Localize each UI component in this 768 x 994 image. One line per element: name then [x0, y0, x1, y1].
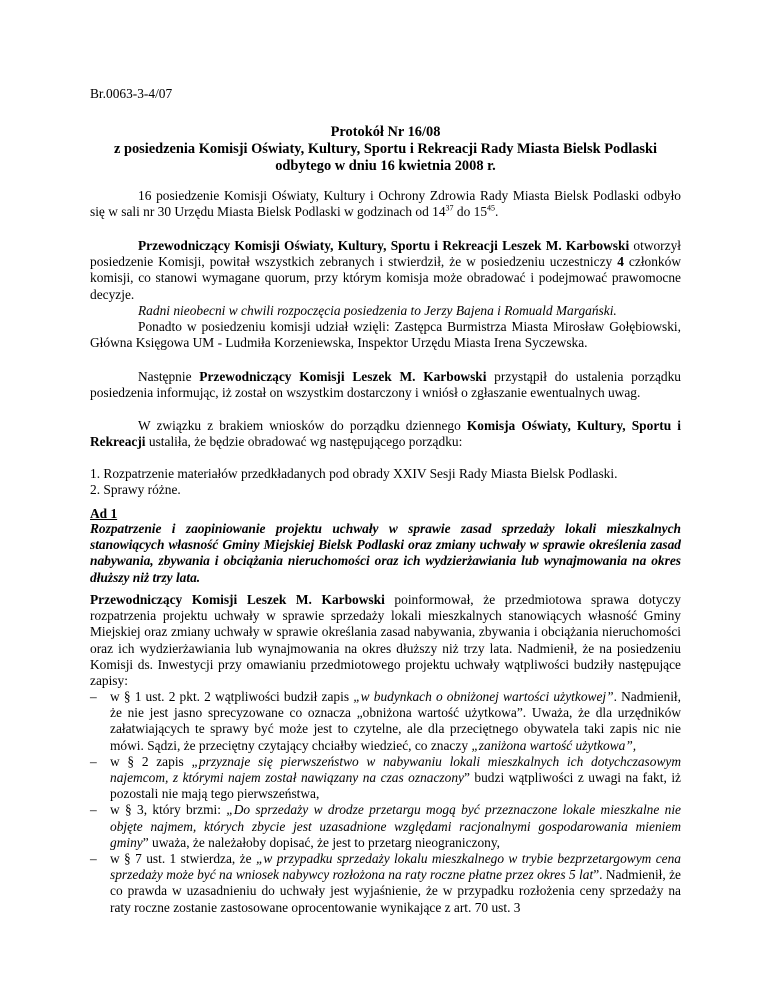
intro-text-mid: do 15 — [453, 204, 488, 220]
title-line-2: z posiedzenia Komisji Oświaty, Kultury, Sportu i Rekreacji Rady Miasta Bielsk Podlaski — [113, 141, 657, 157]
doubts-list — [90, 689, 681, 916]
title-line-1: Protokół Nr 16/08 — [330, 124, 441, 140]
agenda-setting-text-end: przystąpił do ustalenia porządku posiedzenia informując, iż został on wszystkim dostarczony i wniósł o zgłaszanie ewentualnych uwag. — [90, 369, 681, 401]
intro-text-end: . — [495, 204, 499, 220]
doubt-item — [90, 689, 681, 754]
chair-info-text: poinformował, że przedmiotowa sprawa dotyczy rozpatrzenia projektu uchwały w sprawie sprzedaży lokali mieszkalnych stanowiących własność Gminy Miejskiej oraz zmiany uchwały w sprawie określania zasad nabywania, zbywania i obciążania nieruchomości oraz ich wydzierżawiania lub wynajmowania na okres dłuższy niż trzy lata. Nadmienił, że na posiedzeniu Komisji ds. Inwestycji przy omawianiu przedmiotowego projektu uchwały wątpliwości budziły następujące zapisy: — [90, 592, 681, 689]
doubt-item — [90, 802, 681, 851]
agenda-adopt-text: W związku z brakiem wniosków do porządku dziennego — [138, 418, 467, 433]
title-line-3: odbytego w dniu 16 kwietnia 2008 r. — [275, 158, 496, 174]
agenda-item: 2. Sprawy różne. — [90, 482, 181, 498]
doubt-text: w § 2 zapis — [110, 753, 192, 769]
member-count: 4 — [617, 254, 624, 270]
doubt-quote: „przyznaje się pierwszeństwo w nabywaniu lokali mieszkalnych ich dotychczasowym najemcom, z którymi najem został nawiązany na czas oznaczony — [110, 753, 681, 786]
section-subject: Rozpatrzenie i zaopiniowanie projektu uchwały w sprawie zasad sprzedaży lokali mieszkalnych stanowiących własność Gminy Miejskiej Bielsk Podlaski oraz zmiany uchwały w sprawie określenia zasad nabywania, zbywania i obciążania nieruchomości oraz ich wydzierżawiania lub wynajmowania na okres dłuższy niż trzy lata. — [90, 521, 681, 585]
agenda-adopt-text-end: ustaliła, że będzie obradować wg następującego porządku: — [145, 434, 463, 450]
doubt-comment: . Nadmienił, że nie jest jasno sprecyzowane co oznacza „obniżona wartość użytkowa”. Uważa, że dla urzędników załatwiających te sprawy być może jest to czytelne, ale dla przeciętnego obywatela taki zapis nic nie mówi. Sądzi, że przeciętny czytający chciałby wiedzieć, co znaczy — [110, 689, 681, 753]
agenda-item: 1. Rozpatrzenie materiałów przedkładanych pod obrady XXIV Sesji Rady Miasta Bielsk Podlaski. — [90, 466, 618, 481]
doubt-text: w § 3, który brzmi: — [110, 802, 227, 818]
doubt-item — [90, 754, 681, 803]
absent-members: Radni nieobecni w chwili rozpoczęcia posiedzenia to Jerzy Bajena i Romuald Margański. — [138, 303, 617, 318]
committee-name: Komisja Oświaty, Kultury, Sportu i Rekreacji — [90, 418, 681, 450]
doubt-comment: ” uważa, że należałoby dopisać, że jest to przetarg nieograniczony, — [142, 834, 501, 850]
guests-paragraph: Ponadto w posiedzeniu komisji udział wzięli: Zastępca Burmistrza Miasta Mirosław Gołębiowski, Główna Księgowa UM - Ludmiła Korzeniewska, Inspektor Urzędu Miasta Irena Syczewska. — [90, 319, 681, 351]
doubt-text: w § 7 ust. 1 stwierdza, że — [110, 851, 256, 867]
agenda-setting-text: Następnie — [138, 369, 200, 384]
chair-name: Przewodniczący Komisji Leszek M. Karbowski — [90, 592, 385, 607]
doubt-quote-2: „zaniżona wartość użytkowa”, — [471, 737, 637, 753]
intro-text: 16 posiedzenie Komisji Oświaty, Kultury i Ochrony Zdrowia Rady Miasta Bielsk Podlaski odbyło się w sali nr 30 Urzędu Miasta Bielsk Podlaski w godzinach od 14 — [90, 188, 681, 220]
doubt-comment: ”. Nadmienił, że co prawda w uzasadnieniu do uchwały jest wyjaśnienie, że w przypadku rozłożenia ceny sprzedaży na raty roczne zostanie zastosowane oprocentowanie wynikające z art. 70 ust. 3 — [110, 867, 681, 915]
doubt-comment: ” budzi wątpliwości z uwagi na fakt, iż pozostali nie mają tego pierwszeństwa, — [110, 770, 681, 802]
doubt-quote: „w przypadku sprzedaży lokalu mieszkalnego w trybie bezprzetargowym cena sprzedaży może być na wniosek nabywcy rozłożona na raty roczne płatne przez okres 5 lat — [110, 851, 681, 883]
agenda-adopt-paragraph — [90, 418, 681, 450]
start-time-minutes: 37 — [445, 203, 454, 213]
doubt-item — [90, 851, 681, 916]
document-reference: Br.0063-3-4/07 — [90, 86, 173, 101]
agenda-setting-paragraph — [90, 369, 681, 401]
opening-paragraph — [90, 238, 681, 303]
chair-info-paragraph — [90, 592, 681, 689]
doubt-quote: „Do sprzedaży w drodze przetargu mogą być przeznaczone lokale mieszkalne nie objęte najmem, których zbycie jest uzasadnione względami racjonalnymi gospodarowania mieniem gminy — [110, 802, 681, 850]
doubt-quote: „w budynkach o obniżonej wartości użytkowej” — [353, 689, 614, 704]
opening-text-end: członków komisji, co stanowi wymagane quorum, przy którym komisja może obradować i podejmować prawomocne decyzje. — [90, 254, 681, 302]
chair-name: Przewodniczący Komisji Oświaty, Kultury, Sportu i Rekreacji Leszek M. Karbowski — [138, 238, 630, 253]
doubt-text: w § 1 ust. 2 pkt. 2 wątpliwości budził zapis — [110, 689, 354, 704]
opening-text: otworzył posiedzenie Komisji, powitał wszystkich zebranych i stwierdził, że w posiedzeniu uczestniczy — [90, 238, 681, 270]
chair-name: Przewodniczący Komisji Leszek M. Karbowski — [199, 369, 487, 384]
intro-paragraph — [90, 188, 681, 220]
document-title — [90, 124, 681, 175]
agenda-list — [90, 466, 681, 498]
section-heading-ad1: Ad 1 — [90, 506, 118, 521]
end-time-minutes: 45 — [487, 203, 496, 213]
